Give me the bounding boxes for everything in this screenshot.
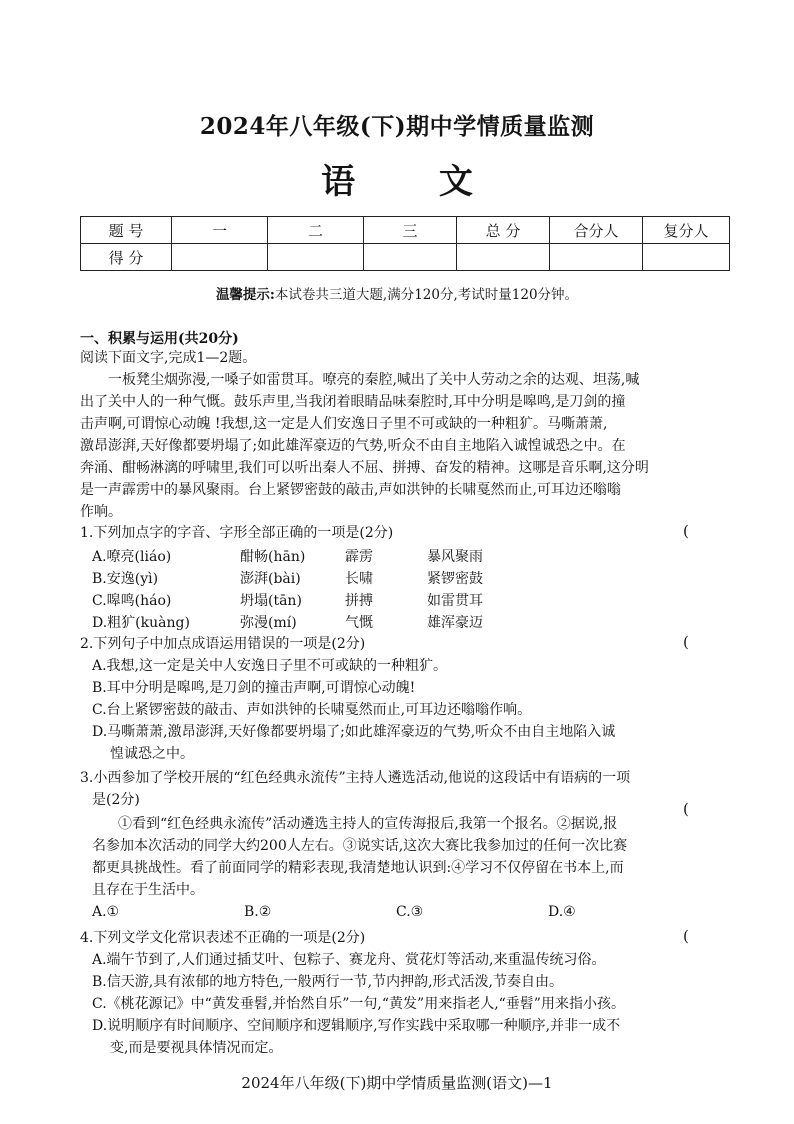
passage-line: 出了关中人的一种气慨。鼓乐声里,当我闭着眼睛品味秦腔时,耳中分明是嗥鸣,是刀剑的撞 bbox=[80, 394, 626, 410]
score-input-cell bbox=[457, 244, 550, 271]
q4-option-continued: 变,而是要视具体情况而定。 bbox=[110, 1040, 283, 1056]
q1-option-word: 长啸 bbox=[345, 571, 373, 587]
q4-option: D.说明顺序有时间顺序、空间顺序和逻辑顺序,写作实践中采取哪一种顺序,并非一成不 bbox=[92, 1018, 621, 1034]
q3-option-row bbox=[92, 904, 576, 920]
question-3-stem-continued: 是(2分) bbox=[92, 792, 140, 808]
q1-option-word: 澎湃(bài) bbox=[240, 571, 301, 587]
q1-option-word: 如雷贯耳 bbox=[427, 593, 483, 609]
score-input-cell bbox=[550, 244, 643, 271]
hint-text: 本试卷共三道大题,满分120分,考试时量120分钟。 bbox=[274, 287, 579, 303]
hint-label: 温馨提示: bbox=[215, 287, 275, 303]
score-cell: 题 号 bbox=[81, 217, 172, 244]
q1-option-word: D.粗犷(kuàng) bbox=[92, 615, 190, 631]
q1-option-row bbox=[92, 612, 483, 632]
score-input-cell bbox=[172, 244, 268, 271]
exam-title: 2024年八年级(下)期中学情质量监测 bbox=[199, 113, 595, 140]
subject-title: 语 文 bbox=[321, 162, 509, 202]
score-cell: 一 bbox=[172, 217, 268, 244]
section-heading: 一、积累与运用(共20分) bbox=[80, 331, 239, 347]
exam-hint bbox=[0, 283, 794, 303]
score-table bbox=[80, 216, 730, 271]
q1-option-row bbox=[92, 590, 483, 610]
q1-option-word: B.安逸(yì) bbox=[92, 571, 159, 587]
q1-option-word: 酣畅(hān) bbox=[240, 549, 306, 565]
question-4-stem: 4.下列文学文化常识表述不正确的一项是(2分) bbox=[80, 930, 366, 946]
passage-line: 作响。 bbox=[80, 504, 122, 520]
question-2-stem: 2.下列句子中加点成语运用错误的一项是(2分) bbox=[80, 636, 366, 652]
q2-option: B.耳中分明是嗥鸣,是刀剑的撞击声啊,可谓惊心动魄! bbox=[92, 680, 416, 696]
score-input-cell bbox=[643, 244, 730, 271]
q1-option-word: 弥漫(mí) bbox=[240, 615, 297, 631]
q1-option-word: C.嗥鸣(háo) bbox=[92, 593, 172, 609]
q2-option: C.台上紧锣密鼓的敲击、声如洪钟的长啸戛然而止,可耳边还嗡嗡作响。 bbox=[92, 702, 532, 718]
score-cell: 二 bbox=[268, 217, 364, 244]
q1-option-row bbox=[92, 546, 483, 566]
score-input-cell bbox=[364, 244, 457, 271]
q3-passage-line: ①看到“红色经典永流传”活动遴选主持人的宣传海报后,我第一个报名。②据说,报 bbox=[118, 816, 618, 832]
score-cell: 合分人 bbox=[550, 217, 643, 244]
score-row-label: 得 分 bbox=[81, 244, 172, 271]
q1-option-word: 拼搏 bbox=[345, 593, 373, 609]
score-cell: 复分人 bbox=[643, 217, 730, 244]
q1-option-word: 紧锣密鼓 bbox=[427, 571, 483, 587]
passage-line: 是一声霹雳中的暴风聚雨。台上紧锣密鼓的敲击,声如洪钟的长啸戛然而止,可耳边还嗡嗡 bbox=[80, 482, 621, 498]
passage-line: 奔涌、酣畅淋漓的呼啸里,我们可以听出秦人不屈、拼搏、奋发的精神。这哪是音乐啊,这分明 bbox=[80, 460, 649, 476]
q3-option: D.④ bbox=[548, 904, 576, 920]
passage-line: 击声啊,可谓惊心动魄 !我想,这一定是人们安逸日子里不可或缺的一种粗犷。马嘶萧萧, bbox=[80, 416, 608, 432]
q2-option: D.马嘶萧萧,激昂澎湃,天好像都要坍塌了;如此雄浑豪迈的气势,听众不由自主地陷入诚 bbox=[92, 724, 616, 740]
q1-option-word: A.嘹亮(liáo) bbox=[92, 549, 172, 565]
answer-bracket: ( bbox=[683, 633, 689, 651]
q4-option: C.《桃花源记》中“黄发垂髫,并怡然自乐”一句,“黄发”用来指老人,“垂髫”用来指小孩。 bbox=[92, 996, 625, 1012]
answer-bracket: ( bbox=[683, 800, 689, 818]
score-cell: 总 分 bbox=[457, 217, 550, 244]
q3-passage-line: 名参加本次活动的同学大约200人左右。③说实话,这次大赛比我参加过的任何一次比赛 bbox=[92, 838, 628, 854]
q2-option: A.我想,这一定是关中人安逸日子里不可或缺的一种粗犷。 bbox=[92, 658, 448, 674]
q1-option-word: 气慨 bbox=[345, 615, 373, 631]
score-table-score-row bbox=[81, 244, 730, 271]
page-footer: 2024年八年级(下)期中学情质量监测(语文)—1 bbox=[241, 1074, 553, 1092]
score-input-cell bbox=[268, 244, 364, 271]
q1-option-row bbox=[92, 568, 483, 588]
q3-option: A.① bbox=[92, 904, 120, 920]
q1-option-word: 雄浑豪迈 bbox=[427, 615, 483, 631]
q4-option: B.信天游,具有浓郁的地方特色,一般两行一节,节内押韵,形式活泼,节奏自由。 bbox=[92, 974, 563, 990]
passage-line: 一板凳尘烟弥漫,一嗓子如雷贯耳。嘹亮的秦腔,喊出了关中人劳动之余的达观、坦荡,喊 bbox=[108, 372, 640, 388]
score-cell: 三 bbox=[364, 217, 457, 244]
q3-passage-line: 且存在于生活中。 bbox=[92, 882, 204, 898]
question-3-stem: 3.小西参加了学校开展的“红色经典永流传”主持人遴选活动,他说的这段话中有语病的一项 bbox=[80, 770, 631, 786]
section-intro: 阅读下面文字,完成1—2题。 bbox=[80, 350, 257, 366]
score-table-header-row bbox=[81, 217, 730, 244]
q3-option: C.③ bbox=[396, 904, 424, 920]
q4-option: A.端午节到了,人们通过插艾叶、包粽子、赛龙舟、赏花灯等活动,来重温传统习俗。 bbox=[92, 952, 606, 968]
q1-option-word: 暴风聚雨 bbox=[427, 549, 483, 565]
q2-option-continued: 惶诚恐之中。 bbox=[110, 746, 194, 762]
passage-line: 激昂澎湃,天好像都要坍塌了;如此雄浑豪迈的气势,听众不由自主地陷入诚惶诚恐之中。在 bbox=[80, 438, 626, 454]
q3-passage-line: 都更具挑战性。看了前面同学的精彩表现,我清楚地认识到:④学习不仅停留在书本上,而 bbox=[92, 860, 624, 876]
answer-bracket: ( bbox=[683, 522, 689, 540]
q3-option: B.② bbox=[244, 904, 272, 920]
question-1-stem: 1.下列加点字的字音、字形全部正确的一项是(2分) bbox=[80, 525, 394, 541]
q1-option-word: 霹雳 bbox=[345, 549, 373, 565]
q1-option-word: 坍塌(tān) bbox=[240, 593, 302, 609]
answer-bracket: ( bbox=[683, 927, 689, 945]
